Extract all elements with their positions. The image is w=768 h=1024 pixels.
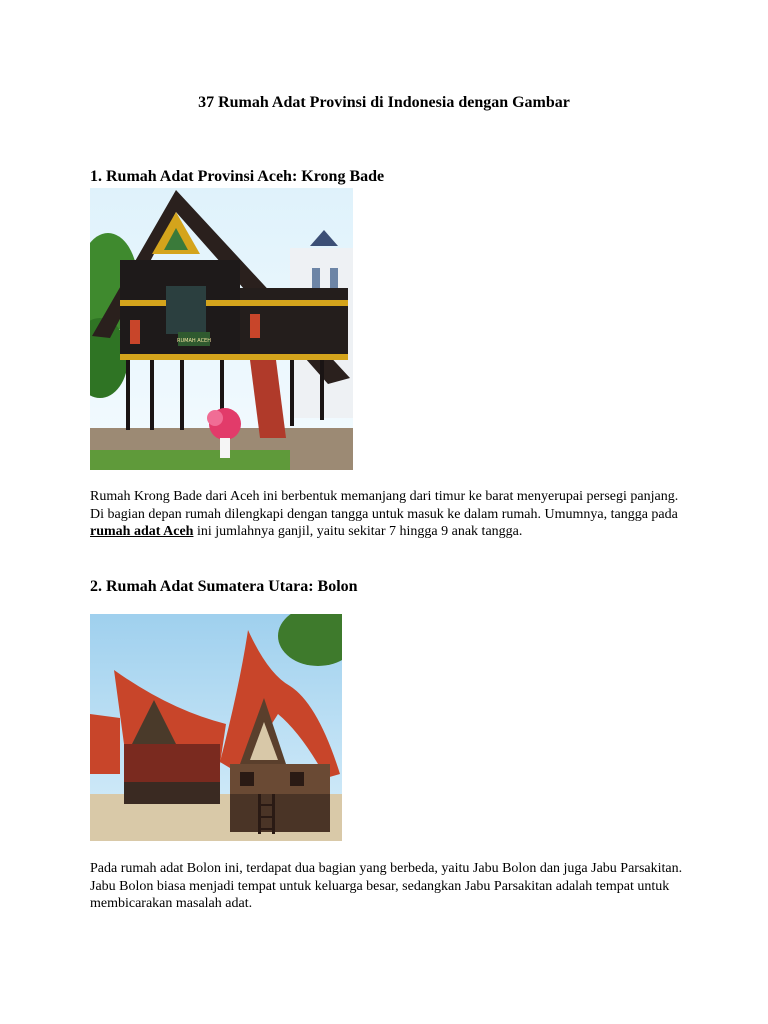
rumah-bolon-illustration <box>90 614 342 841</box>
rumah-bolon-photo <box>90 614 342 841</box>
house-sign-text: RUMAH ACEH <box>177 338 211 344</box>
paragraph-aceh-text-end: ini jumlahnya ganjil, yaitu sekitar 7 hingga 9 anak tangga. <box>193 524 523 539</box>
paragraph-aceh-text-start: Rumah Krong Bade dari Aceh ini berbentuk memanjang dari timur ke barat menyerupai persegi panjang. Di bagian depan rumah dilengkapi dengan tangga untuk masuk ke dalam rumah. Umumnya, tangga pada <box>90 489 679 522</box>
paragraph-aceh <box>90 488 690 541</box>
paragraph-bolon: Pada rumah adat Bolon ini, terdapat dua bagian yang berbeda, yaitu Jabu Bolon dan juga Jabu Parsakitan. Jabu Bolon biasa menjadi tempat untuk keluarga besar, sedangkan Jabu Parsakitan adalah tempat untuk membicarakan masalah adat. <box>90 861 683 911</box>
section-heading-sumatera-utara: 2. Rumah Adat Sumatera Utara: Bolon <box>90 578 358 595</box>
document-title: 37 Rumah Adat Provinsi di Indonesia dengan Gambar <box>198 94 570 111</box>
rumah-adat-aceh-link[interactable]: rumah adat Aceh <box>90 524 194 539</box>
krong-bade-illustration <box>90 188 353 470</box>
section-heading-aceh: 1. Rumah Adat Provinsi Aceh: Krong Bade <box>90 168 385 185</box>
krong-bade-photo <box>90 188 353 470</box>
